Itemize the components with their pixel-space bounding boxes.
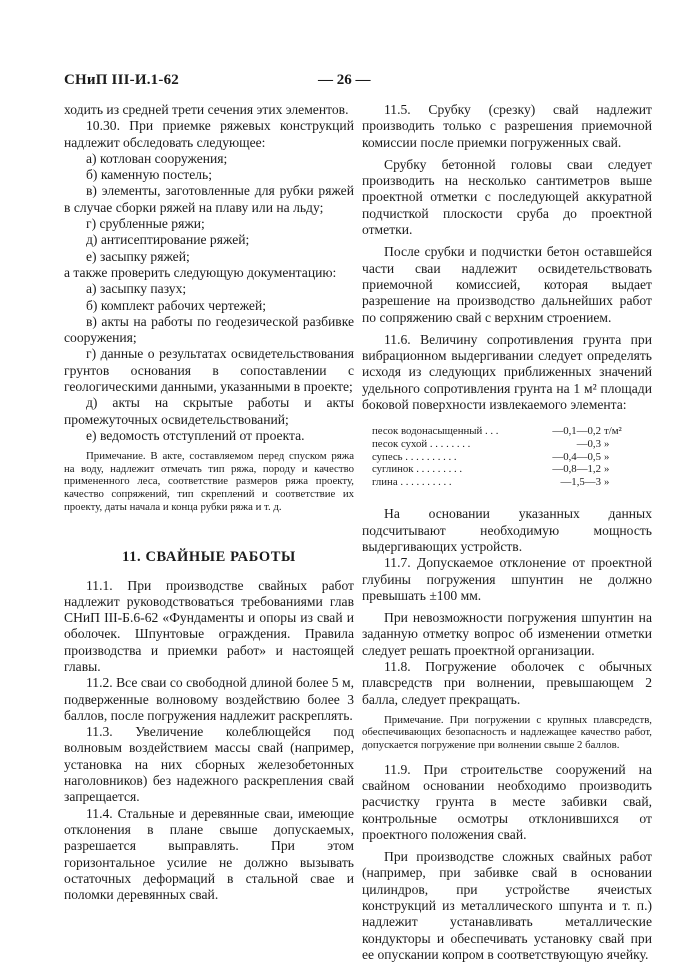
clause-11-9: 11.9. При строительстве сооружений на свайном основании необходимо производить расчистку грунта в месте забивки свай, контрольные осмотры отклонившихся от проектного положения свай. — [362, 761, 652, 842]
table-row — [372, 476, 632, 489]
clause-11-8: 11.8. Погружение оболочек с обычных плавсредств при волнении, превышающем 2 балла, следует прекращать. — [362, 658, 652, 707]
list-item: б) комплект рабочих чертежей; — [86, 297, 267, 313]
resistance-value: —0,3 — [576, 437, 601, 450]
list-item: г) данные о результатах освидетельствования грунтов основания в сопоставлении с геологическими данными, указанными в проекте; — [64, 346, 354, 395]
list-item: б) каменную постель; — [86, 167, 212, 183]
soil-resistance-table — [372, 425, 632, 488]
list-item: д) антисептирование ряжей; — [86, 232, 250, 248]
clause-11-5: 11.5. Срубку (срезку) свай надлежит производить только с разрешения приемочной комиссии после приемки погруженных свай. — [362, 102, 652, 150]
documentation-intro: а также проверить следующую документацию: — [64, 264, 337, 280]
unit: » — [604, 463, 610, 476]
paragraph: Срубку бетонной головы сваи следует производить на несколько сантиметров выше проектной отметки с последующей аккуратной подчисткой плоскости сруба до проектной отметки. — [362, 156, 652, 238]
list-item: д) акты на скрытые работы и акты промежуточных освидетельствований; — [64, 395, 354, 427]
table-row — [372, 463, 632, 476]
list-item: в) акты на работы по геодезической разбивке сооружения; — [64, 313, 354, 346]
unit: » — [604, 450, 610, 463]
clause-11-4: 11.4. Стальные и деревянные сваи, имеющие отклонения в плане свыше допускаемых, разрешается выправлять. При этом горизонтальное усилие не должно вызывать остаточных деформаций в стальной свае и поломки деревянных свай. — [64, 805, 354, 903]
clause-10-30: 10.30. При приемке ряжевых конструкций надлежит обследовать следующее: — [64, 118, 354, 150]
list-item: е) засыпку ряжей; — [86, 248, 190, 264]
soil-type: песок сухой . . . . . . . . — [372, 437, 471, 450]
soil-type: суглинок . . . . . . . . . — [372, 463, 463, 476]
resistance-value: —0,4—0,5 — [552, 450, 601, 463]
list-item: г) срубленные ряжи; — [86, 216, 205, 232]
document-code: СНиП III-И.1-62 — [64, 72, 179, 88]
soil-type: глина . . . . . . . . . . — [372, 475, 452, 488]
paragraph: При производстве сложных свайных работ (например, при забивке свай в основании цилиндров, при устройстве ячеистых конструкций из металлического шпунта и т. п.) надлежит устанавливать металлические кондукторы и обеспечивать установку свай при ее опускании копром в соответствующую ячейку. — [362, 849, 652, 962]
paragraph: На основании указанных данных подсчитывают необходимую мощность выдергивающих устройств. — [362, 506, 652, 554]
clause-11-7: 11.7. Допускаемое отклонение от проектной глубины погружения шпунтин не должно превышать ±100 мм. — [362, 555, 652, 603]
unit: » — [604, 437, 610, 450]
note-large-vessels: Примечание. При погружении с крупных плавсредств, обеспечивающих безопасность и надлежащее качество работ, допускается погружение при волнении свыше 2 баллов. — [362, 713, 652, 752]
soil-type: песок водонасыщенный . . . — [372, 425, 499, 438]
clause-11-6: 11.6. Величину сопротивления грунта при вибрационном выдергивании следует определять исходя из следующих приближенных значений удельного сопротивления грунта на 1 м² площади боковой поверхности извлекаемого элемента: — [362, 331, 652, 413]
unit: т/м² — [604, 425, 622, 438]
list-item: в) элементы, заготовленные для рубки ряжей в случае сборки ряжей на плаву или на льду; — [64, 183, 354, 215]
resistance-value: —0,1—0,2 — [552, 425, 601, 438]
list-item: а) засыпку пазух; — [86, 281, 187, 297]
soil-type: супесь . . . . . . . . . . — [372, 450, 457, 463]
resistance-value: —1,5—3 — [560, 475, 601, 488]
table-row — [372, 438, 632, 451]
left-column — [64, 102, 354, 903]
clause-11-1: 11.1. При производстве свайных работ надлежит руководствоваться требованиями глав СНиП III-Б.6-62 «Фундаменты и опоры из свай и оболочек. Шпунтовые ограждения. Правила производства и приемки работ» и настоящей главы. — [64, 577, 354, 674]
right-column — [362, 102, 652, 963]
resistance-value: —0,8—1,2 — [552, 463, 601, 476]
paragraph: При невозможности погружения шпунтин на заданную отметку вопрос об изменении отметки следует решать проектной организации. — [362, 610, 652, 658]
unit: » — [604, 475, 610, 488]
list-item: а) котлован сооружения; — [86, 150, 228, 166]
table-row — [372, 425, 632, 438]
continued-paragraph: ходить из средней трети сечения этих элементов. — [64, 102, 349, 117]
list-item: е) ведомость отступлений от проекта. — [86, 427, 305, 443]
clause-11-2: 11.2. Все сваи со свободной длиной более 5 м, подверженные волновому воздействию более 3 баллов, после погружения надлежит раскреплять. — [64, 675, 354, 723]
paragraph: После срубки и подчистки бетон оставшейся части сваи надлежит освидетельствовать приемочной комиссией, которая выдает разрешение на производство дальнейших работ по сопряжению свай с верхним строением. — [362, 244, 652, 325]
note-crib-act: Примечание. В акте, составляемом перед спуском ряжа на воду, надлежит отмечать тип ряжа, породу и качество примененного леса, соответствие размеров ряжа проекту, качество сопряжений, тип скреплений и соответствие их проекту, даты начала и конца рубки ряжа и т. д. — [64, 450, 354, 513]
table-row — [372, 451, 632, 464]
clause-11-3: 11.3. Увеличение колеблющейся под волновым воздействием массы свай (например, установка на них сборных железобетонных наголовников) без надежного раскрепления свай запрещается. — [64, 724, 354, 805]
page-number: — 26 — — [318, 72, 371, 88]
section-title: 11. СВАЙНЫЕ РАБОТЫ — [122, 549, 296, 566]
